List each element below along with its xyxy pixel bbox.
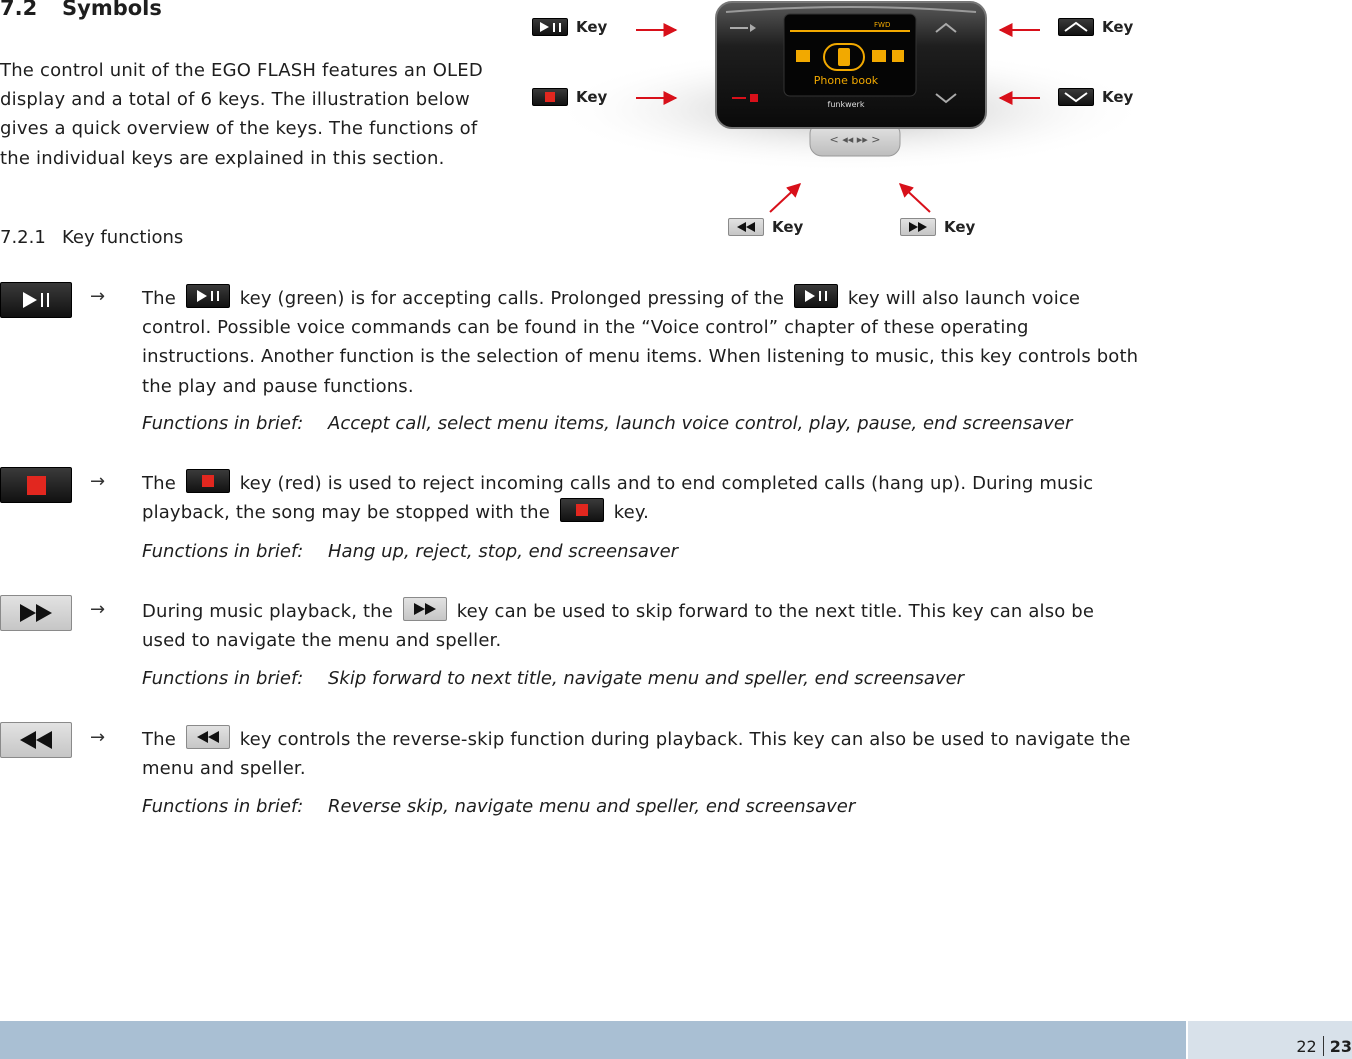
- page-divider: [1323, 1036, 1324, 1056]
- brief-label: Functions in brief:: [142, 541, 304, 562]
- brief-label: Functions in brief:: [142, 413, 304, 434]
- chevron-up-icon: [1058, 18, 1094, 36]
- display-fwd-text: FWD: [874, 21, 891, 29]
- page-number-left: 22: [1296, 1036, 1317, 1056]
- callout-label: Key: [944, 218, 976, 236]
- display-phonebook-text: Phone book: [813, 74, 879, 87]
- callout-forward-key: [900, 218, 975, 236]
- item-stop-key-brief: [142, 541, 678, 562]
- rewind-icon: [186, 725, 230, 749]
- stop-icon: [532, 88, 568, 106]
- item-stop-key-icon: [0, 467, 72, 503]
- text-segment: key will also launch voice control. Possible voice commands can be found in the “Voice control” chapter of these operating instructions. Another function is the selection of menu items. When listening to music, this key controls both the play and pause functions.: [142, 288, 1139, 397]
- item-rewind-key-description: [142, 725, 1142, 783]
- display-status-line: [790, 30, 910, 32]
- callout-down-key: [1058, 88, 1133, 106]
- play-pause-icon: [794, 284, 838, 308]
- play-pause-icon: [532, 18, 568, 36]
- text-segment: key controls the reverse-skip function during playback. This key can also be used to navigate the menu and speller.: [142, 729, 1131, 780]
- arrow-bullet: →: [90, 471, 106, 492]
- play-pause-icon: [186, 284, 230, 308]
- brief-text: Accept call, select menu items, launch voice control, play, pause, end screensaver: [328, 413, 1073, 434]
- stop-icon: [186, 469, 230, 493]
- text-segment: During music playback, the: [142, 601, 393, 622]
- device-stop-key-square: [750, 94, 758, 102]
- contacts-icon: [796, 50, 810, 62]
- text-segment: key can be used to skip forward to the next title. This key can also be used to navigate the menu and speller.: [142, 601, 1095, 652]
- arrow-bullet: →: [90, 727, 106, 748]
- brief-text: Hang up, reject, stop, end screensaver: [328, 541, 679, 562]
- item-forward-key-brief: [142, 668, 964, 689]
- brief-text: Reverse skip, navigate menu and speller, end screensaver: [328, 796, 856, 817]
- item-play-key-brief: [142, 413, 1072, 434]
- subsection-heading: [0, 227, 183, 248]
- arrow-bullet: →: [90, 599, 106, 620]
- item-rewind-key-icon: [0, 722, 72, 758]
- base-nav-glyphs: < ◂◂ ▸▸ >: [829, 133, 881, 146]
- text-segment: The: [142, 729, 176, 750]
- rewind-icon: [0, 722, 72, 758]
- fast-forward-icon: [900, 218, 936, 236]
- text-segment: key.: [613, 502, 649, 524]
- brief-label: Functions in brief:: [142, 796, 304, 817]
- subsection-number: 7.2.1: [0, 227, 46, 248]
- footer-bar: [0, 1021, 1186, 1059]
- stop-icon: [0, 467, 72, 503]
- phone-icon: [838, 48, 850, 66]
- stop-icon: [560, 498, 604, 522]
- text-segment: key (green) is for accepting calls. Prolonged pressing of the: [239, 288, 785, 309]
- callout-label: Key: [772, 218, 804, 236]
- callout-label: Key: [1102, 18, 1134, 36]
- brief-label: Functions in brief:: [142, 668, 304, 689]
- item-play-key-icon: [0, 282, 72, 318]
- fast-forward-icon: [403, 597, 447, 621]
- item-rewind-key-brief: [142, 796, 855, 817]
- page-number-right: 23: [1329, 1036, 1352, 1056]
- music-icon: [892, 50, 904, 62]
- fast-forward-icon: [0, 595, 72, 631]
- play-pause-icon: [0, 282, 72, 318]
- device-drawing: [520, 0, 1160, 250]
- callout-play-key: [532, 18, 607, 36]
- page-numbers: [1296, 1036, 1352, 1056]
- text-segment: The: [142, 473, 176, 494]
- mail-icon: [872, 50, 886, 62]
- intro-paragraph: The control unit of the EGO FLASH features an OLED display and a total of 6 keys. The illustration below gives a quick overview of the keys. The functions of the individual keys are explained in this section.: [0, 60, 483, 169]
- callout-rewind-key: [728, 218, 803, 236]
- section-title: Symbols: [62, 0, 162, 20]
- brand-logo-text: funkwerk: [827, 100, 865, 109]
- arrow-forward-key: [900, 184, 930, 212]
- item-stop-key-description: [142, 469, 1142, 527]
- control-unit-illustration: [520, 0, 1160, 250]
- callout-stop-key: [532, 88, 607, 106]
- chevron-down-icon: [1058, 88, 1094, 106]
- item-play-key-description: [142, 284, 1142, 401]
- section-number: 7.2: [0, 0, 38, 20]
- item-forward-key-icon: [0, 595, 72, 631]
- item-forward-key-description: [142, 597, 1142, 655]
- arrow-rewind-key: [770, 184, 800, 212]
- section-heading: [0, 0, 162, 20]
- subsection-title: Key functions: [62, 227, 184, 248]
- callout-label: Key: [1102, 88, 1134, 106]
- callout-label: Key: [576, 18, 608, 36]
- brief-text: Skip forward to next title, navigate menu and speller, end screensaver: [328, 668, 965, 689]
- rewind-icon: [728, 218, 764, 236]
- callout-up-key: [1058, 18, 1133, 36]
- text-segment: key (red) is used to reject incoming calls and to end completed calls (hang up). During music playback, the song may be stopped with the: [142, 473, 1094, 524]
- arrow-bullet: →: [90, 286, 106, 307]
- callout-label: Key: [576, 88, 608, 106]
- text-segment: The: [142, 288, 176, 309]
